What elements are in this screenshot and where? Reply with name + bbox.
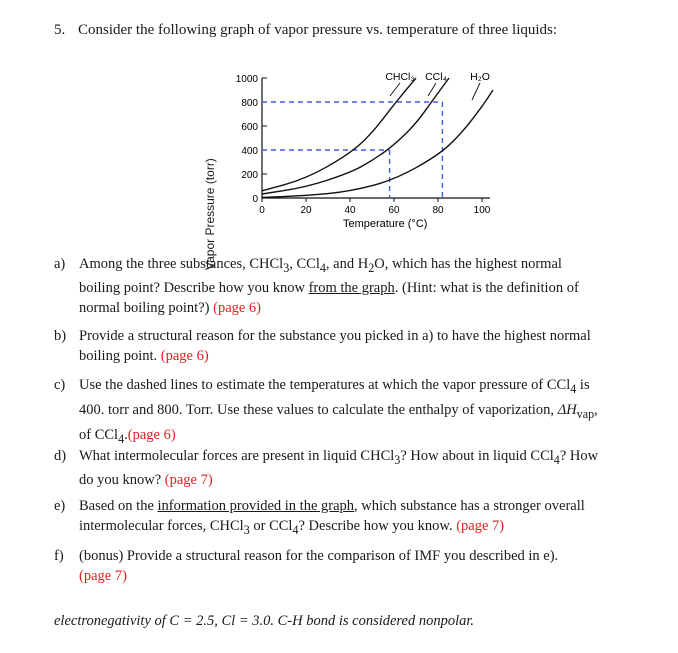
part-b-letter: b) bbox=[54, 328, 67, 344]
curve-ccl4 bbox=[262, 78, 449, 194]
part-e bbox=[54, 496, 654, 540]
part-e-text-2: , which substance has a stronger overall bbox=[354, 498, 585, 514]
vapor-pressure-chart bbox=[200, 66, 520, 246]
part-a-text-4: O, which has the highest normal bbox=[374, 256, 562, 272]
x-tick-label-0: 0 bbox=[259, 205, 265, 216]
chart-axes bbox=[236, 74, 491, 230]
part-a-underlined: from the graph bbox=[308, 279, 395, 296]
y-tick-label-0: 0 bbox=[252, 194, 258, 205]
y-tick-label-1000: 1000 bbox=[235, 74, 258, 85]
part-c-text-4: , bbox=[594, 401, 598, 418]
part-d-page-ref: (page 7) bbox=[164, 471, 213, 488]
curve-chcl3 bbox=[262, 78, 416, 191]
part-c-delta-h-sub: vap bbox=[576, 406, 595, 421]
part-a bbox=[54, 254, 654, 318]
part-a-sub-1: 3 bbox=[283, 260, 290, 275]
part-e-sub-2: 4 bbox=[292, 522, 299, 537]
part-a-sub-3: 2 bbox=[368, 260, 375, 275]
part-e-letter: e) bbox=[54, 498, 66, 514]
x-tick-label-100: 100 bbox=[473, 205, 491, 216]
part-b bbox=[54, 326, 654, 366]
part-f bbox=[54, 546, 654, 586]
x-axis-label: Temperature (°C) bbox=[342, 218, 428, 230]
part-d-letter: d) bbox=[54, 448, 67, 464]
part-b-page-ref: (page 6) bbox=[160, 348, 209, 364]
part-e-page-ref: (page 7) bbox=[456, 518, 505, 534]
part-a-text-6: . (Hint: what is the definition of bbox=[394, 279, 579, 296]
part-e-text-1: Based on the bbox=[79, 498, 158, 514]
part-a-text-7: normal boiling point?) bbox=[79, 299, 214, 316]
part-c-text-2: is bbox=[576, 377, 590, 393]
y-tick-label-800: 800 bbox=[241, 98, 258, 109]
part-a-sub-2: 4 bbox=[319, 260, 326, 275]
part-d-sub-2: 4 bbox=[553, 452, 560, 467]
part-c-sub-2: 4 bbox=[118, 431, 125, 446]
part-e-text-5: ? Describe how you know. bbox=[298, 518, 457, 534]
y-tick-label-600: 600 bbox=[241, 122, 258, 133]
series-leader-ccl4 bbox=[428, 83, 436, 96]
part-e-text-3: intermolecular forces, CHCl bbox=[79, 518, 244, 534]
series-label-chcl3: CHCl₃ bbox=[385, 71, 415, 83]
x-tick-label-40: 40 bbox=[344, 205, 356, 216]
part-a-text-1: Among the three substances, CHCl bbox=[79, 256, 284, 272]
part-d-text-1: What intermolecular forces are present in liquid CHCl bbox=[79, 448, 395, 464]
y-tick-label-200: 200 bbox=[241, 170, 258, 181]
part-a-text-5: boiling point? Describe how you know bbox=[79, 279, 309, 296]
part-f-letter: f) bbox=[54, 548, 64, 564]
part-e-text-4: or CCl bbox=[249, 518, 293, 534]
y-tick-label-400: 400 bbox=[241, 146, 258, 157]
part-c-letter: c) bbox=[54, 377, 66, 393]
part-c bbox=[54, 375, 654, 450]
part-a-text-2: , CCl bbox=[289, 256, 320, 272]
part-d bbox=[54, 446, 654, 490]
series-label-ccl4: CCl₄ bbox=[425, 71, 447, 83]
part-f-page-ref: (page 7) bbox=[79, 568, 127, 584]
part-e-sub-1: 3 bbox=[243, 522, 250, 537]
question-title bbox=[54, 22, 557, 39]
series-leader-chcl3 bbox=[390, 83, 400, 96]
part-d-text-2: ? How about in liquid CCl bbox=[400, 448, 554, 464]
part-c-sub-1: 4 bbox=[570, 381, 577, 396]
chart-curves bbox=[262, 78, 493, 197]
x-tick-label-80: 80 bbox=[432, 205, 444, 216]
part-c-text-5: of CCl bbox=[79, 426, 119, 443]
part-c-text-6: . bbox=[124, 426, 128, 443]
part-d-text-3: ? How bbox=[559, 448, 599, 464]
part-c-text-3: 400. torr and 800. Torr. Use these values to calculate the enthalpy of vaporization, bbox=[79, 401, 558, 418]
y-axis-label: Vapor Pressure (torr) bbox=[203, 158, 217, 270]
part-c-page-ref: (page 6) bbox=[127, 426, 176, 443]
part-d-sub-1: 3 bbox=[394, 452, 401, 467]
part-a-page-ref: (page 6) bbox=[213, 299, 262, 316]
x-tick-label-20: 20 bbox=[300, 205, 312, 216]
part-f-text-1: (bonus) Provide a structural reason for the comparison of IMF you described in e). bbox=[79, 548, 559, 564]
part-a-letter: a) bbox=[54, 256, 66, 272]
part-b-text-2: boiling point. bbox=[79, 348, 161, 364]
part-c-text-1: Use the dashed lines to estimate the temperatures at which the vapor pressure of CCl bbox=[79, 377, 571, 393]
question-number: 5. bbox=[54, 22, 66, 38]
series-leader-h2o bbox=[472, 83, 480, 100]
part-d-text-4: do you know? bbox=[79, 471, 165, 488]
part-b-text-1: Provide a structural reason for the substance you picked in a) to have the highest normal bbox=[79, 328, 591, 344]
part-e-underlined: information provided in the graph bbox=[157, 498, 355, 514]
x-tick-label-60: 60 bbox=[388, 205, 400, 216]
part-c-delta-h: ΔH bbox=[557, 401, 577, 418]
electronegativity-note: electronegativity of C = 2.5, Cl = 3.0. C-H bond is considered nonpolar. bbox=[54, 613, 475, 629]
question-text: Consider the following graph of vapor pressure vs. temperature of three liquids: bbox=[78, 22, 558, 38]
part-a-text-3: , and H bbox=[325, 256, 369, 272]
series-label-h2o: H₂O bbox=[470, 71, 490, 83]
